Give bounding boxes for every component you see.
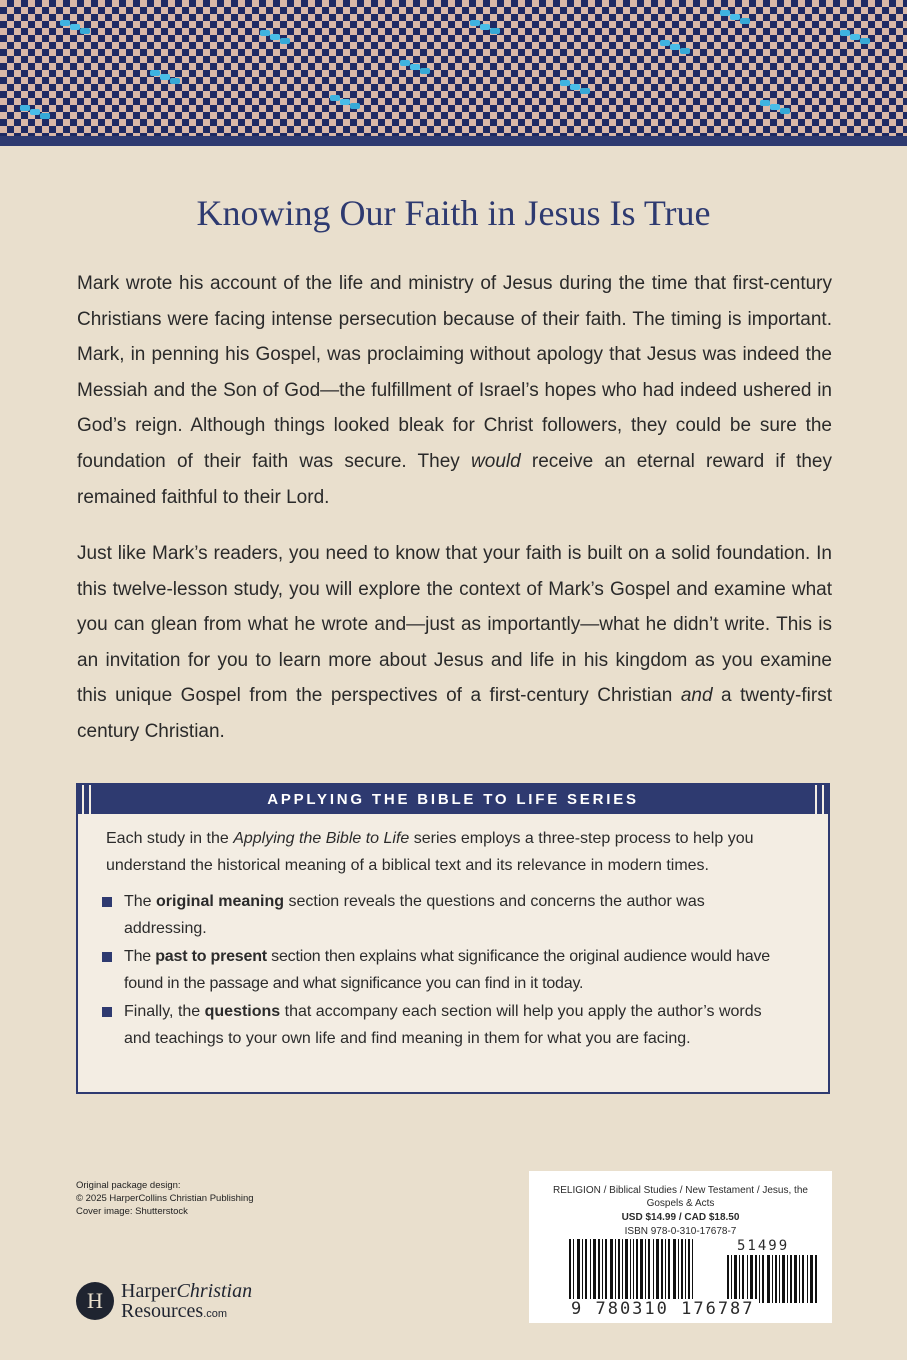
barcode-addon: 51499 xyxy=(737,1238,790,1254)
publisher-logo xyxy=(76,1281,286,1327)
mosaic-tile xyxy=(560,80,570,86)
series-heading: APPLYING THE BIBLE TO LIFE SERIES xyxy=(267,791,639,808)
series-steps-list xyxy=(124,888,778,1053)
mosaic-tile xyxy=(150,70,160,76)
isbn: ISBN 978-0-310-17678-7 xyxy=(624,1226,737,1237)
mosaic-tile xyxy=(470,20,480,26)
series-intro-text: Each study in the Applying the Bible to Life series employs a three-step process to help you understand the historical meaning of a biblical text and its relevance in modern times. xyxy=(106,830,754,874)
series-heading-bar xyxy=(78,785,828,814)
bisac-category: RELIGION / Biblical Studies / New Testament / Jesus, the Gospels & Acts xyxy=(553,1185,808,1209)
mosaic-tile xyxy=(330,95,340,101)
credit-line: Original package design: xyxy=(76,1180,181,1191)
heading-bar-cap-left xyxy=(82,785,91,814)
credits xyxy=(76,1179,254,1218)
intro-paragraph-1: Mark wrote his account of the life and ministry of Jesus during the time that first-century Christians were facing intense persecution because of their faith. The timing is important. Mark, in penning his Gospel, was proclaiming without apology that Jesus was indeed the Messiah and the Son of God—the fulfillment of Israel’s hopes who had indeed ushered in God’s reign. Although things looked bleak for Christ followers, they could be sure the foundation of their faith was secure. They would receive an eternal reward if they remained faithful to their Lord. xyxy=(77,273,832,508)
barcode-panel xyxy=(529,1171,832,1323)
mosaic-tile xyxy=(60,20,70,26)
barcode-number: 9 780310 176787 xyxy=(571,1299,755,1319)
series-info-box xyxy=(76,783,830,1094)
mosaic-border-stripe xyxy=(0,136,907,146)
credit-line: © 2025 HarperCollins Christian Publishing xyxy=(76,1193,254,1204)
list-item: The past to present section then explains what significance the original audience would have found in the passage and what significance you can find in it today. xyxy=(124,943,778,997)
mosaic-tile xyxy=(20,105,30,111)
page-title: Knowing Our Faith in Jesus Is True xyxy=(196,193,711,233)
publisher-name: HarperChristian Resources.com xyxy=(121,1280,253,1322)
list-item: Finally, the questions that accompany each section will help you apply the author’s words and teachings to your own life and find meaning in them for what you are facing. xyxy=(124,998,778,1052)
heading-bar-cap-right xyxy=(815,785,824,814)
mosaic-tile xyxy=(760,100,770,106)
intro-paragraph-2: Just like Mark’s readers, you need to know that your faith is built on a solid foundation. In this twelve-lesson study, you will explore the context of Mark’s Gospel and examine what you can glean from what he wrote and—just as importantly—what he didn’t write. This is an invitation for you to learn more about Jesus and life in his kingdom as you examine this unique Gospel from the perspectives of a first-century Christian and a twenty-first century Christian. xyxy=(77,543,832,742)
cover-mosaic-image xyxy=(0,0,907,146)
credit-line: Cover image: Shutterstock xyxy=(76,1206,188,1217)
mosaic-tile xyxy=(400,60,410,66)
mosaic-tile xyxy=(660,40,670,46)
price: USD $14.99 / CAD $18.50 xyxy=(621,1212,740,1223)
mosaic-tile xyxy=(720,10,730,16)
mosaic-tile xyxy=(260,30,270,36)
list-item: The original meaning section reveals the questions and concerns the author was addressing. xyxy=(124,888,778,942)
mosaic-tile xyxy=(840,30,850,36)
publisher-mark-icon: H xyxy=(76,1282,114,1320)
